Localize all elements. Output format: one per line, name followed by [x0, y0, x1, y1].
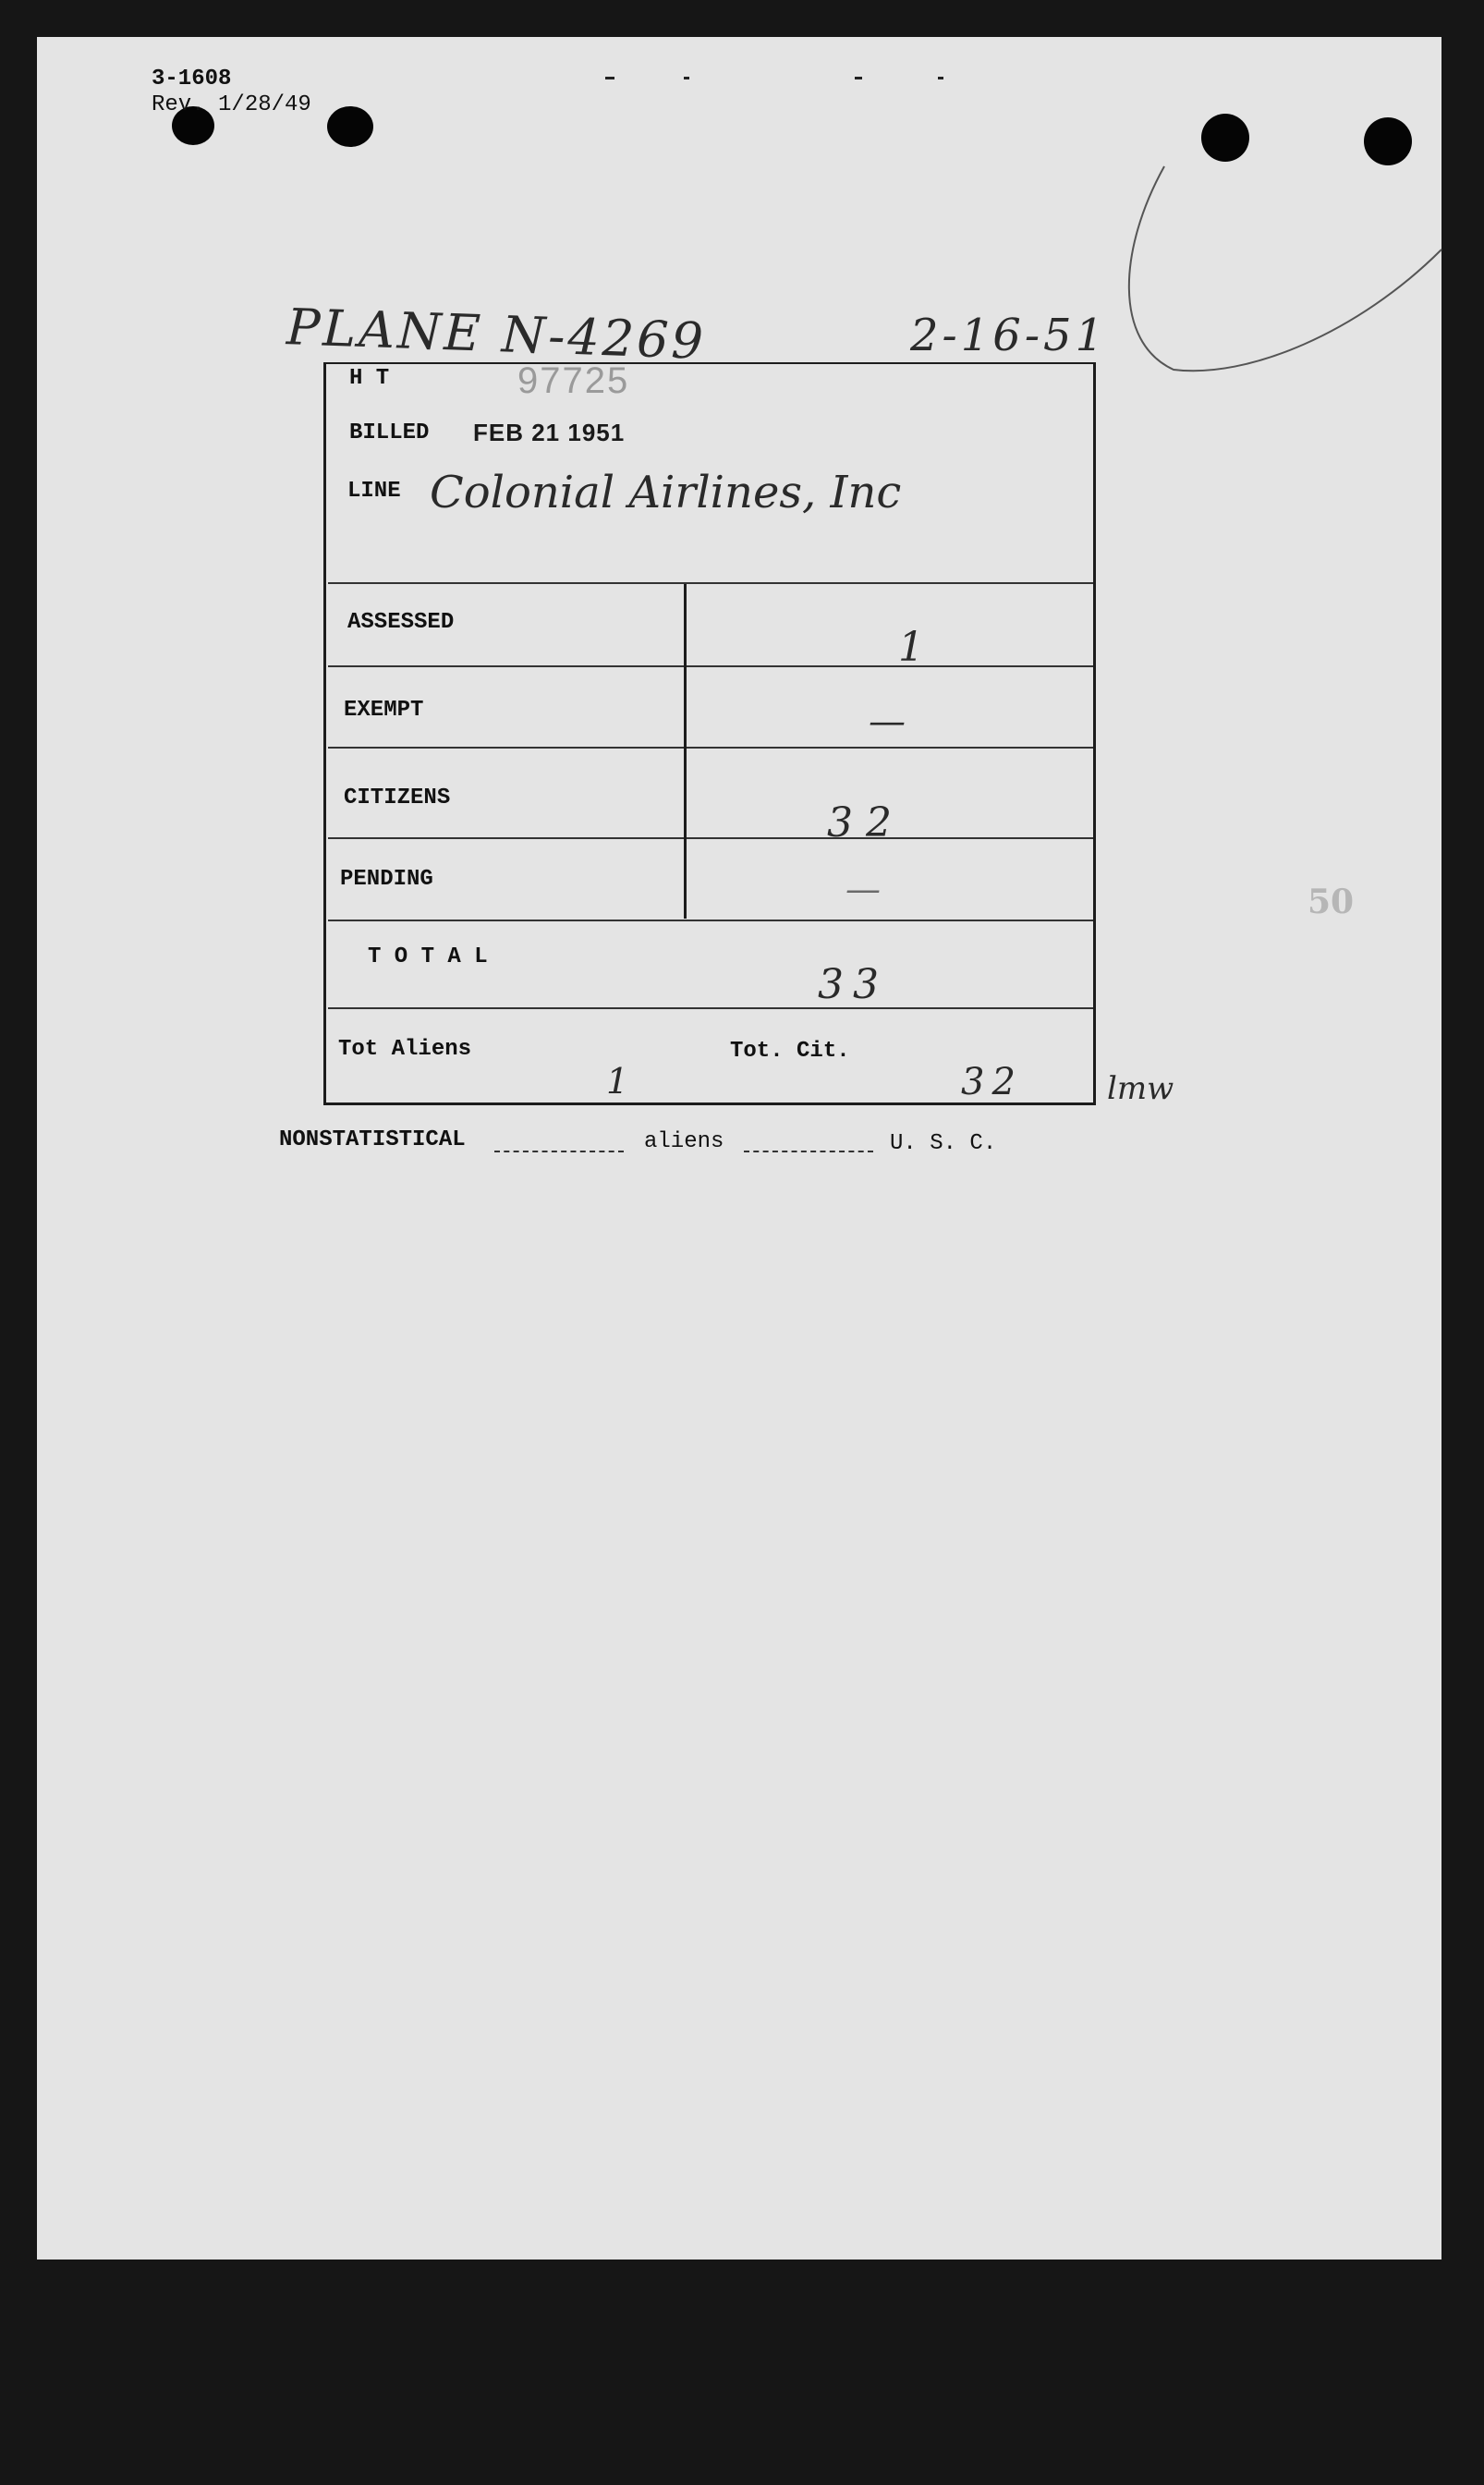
form-number: 3-1608 — [152, 67, 232, 91]
table-rule — [328, 920, 1093, 921]
airline-name: Colonial Airlines, Inc — [430, 467, 902, 518]
pending-label: PENDING — [340, 867, 433, 892]
pending-value: — — [845, 869, 881, 909]
handwritten-initials: lmw — [1107, 1070, 1174, 1107]
citizens-value: 32 — [827, 799, 905, 847]
total-label: T O T A L — [368, 944, 488, 969]
assessed-label: ASSESSED — [347, 610, 455, 635]
form-revision: Rev. 1/28/49 — [152, 92, 311, 117]
tot-cit-value: 32 — [961, 1061, 1023, 1103]
top-mark — [605, 77, 614, 79]
margin-page-number: 50 — [1308, 883, 1355, 921]
assessed-value: 1 — [898, 624, 924, 671]
top-mark — [684, 77, 689, 79]
top-mark — [938, 77, 943, 79]
billed-label: BILLED — [349, 420, 430, 445]
usc-label: U. S. C. — [890, 1131, 997, 1156]
nonstatistical-label: NONSTATISTICAL — [279, 1127, 466, 1152]
line-label: LINE — [347, 479, 401, 504]
table-column-divider — [684, 584, 687, 919]
total-value: 33 — [818, 961, 888, 1008]
ht-label: H T — [349, 366, 390, 391]
exempt-label: EXEMPT — [344, 698, 424, 723]
exempt-value: — — [869, 700, 906, 743]
plane-number: PLANE N-4269 — [286, 298, 707, 371]
ht-number-stamp: 97725 — [517, 360, 630, 401]
pencil-curve — [1109, 148, 1460, 388]
table-rule — [328, 747, 1093, 749]
table-rule — [328, 582, 1093, 584]
top-mark — [855, 77, 862, 79]
table-rule — [328, 665, 1093, 667]
table-rule — [328, 837, 1093, 839]
table-rule — [328, 1007, 1093, 1009]
handwritten-date: 2-16-51 — [910, 310, 1108, 361]
aliens-blank — [744, 1151, 873, 1152]
nonstatistical-blank — [494, 1151, 624, 1152]
punch-hole — [327, 106, 373, 147]
tot-aliens-value: 1 — [606, 1061, 629, 1102]
tot-cit-label: Tot. Cit. — [730, 1039, 850, 1064]
tot-aliens-label: Tot Aliens — [338, 1037, 472, 1062]
citizens-label: CITIZENS — [344, 786, 451, 810]
billed-date-stamp: FEB 21 1951 — [473, 419, 626, 446]
aliens-label: aliens — [644, 1129, 724, 1154]
